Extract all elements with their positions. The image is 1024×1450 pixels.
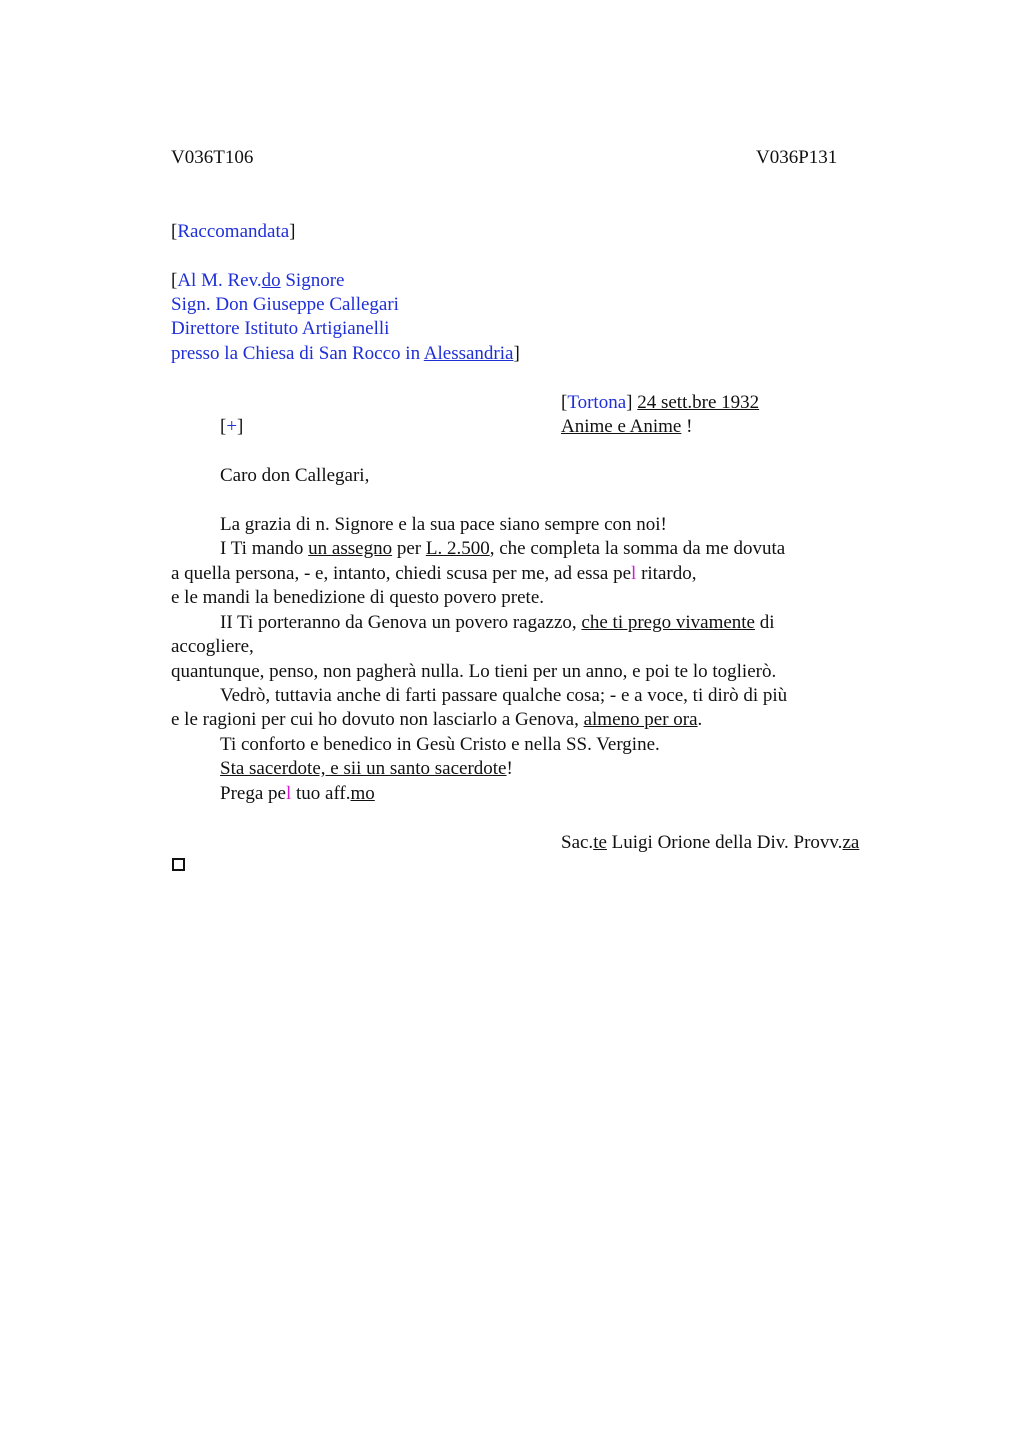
cross-mark: [+] [220,416,244,437]
body-line: I Ti mando un assegno per L. 2.500, che completa la somma da me dovuta [220,538,786,559]
place-date: [Tortona] 24 sett.bre 1932 [561,392,760,413]
empty-square-glyph [172,858,185,871]
address-line-2: Sign. Don Giuseppe Callegari [171,294,399,315]
address-line-4: presso la Chiesa di San Rocco in Alessandria] [171,343,520,364]
registered-mail-note: [Raccomandata] [171,221,296,242]
body-line: La grazia di n. Signore e la sua pace siano sempre con noi! [220,514,667,535]
body-line: e le mandi la benedizione di questo povero prete. [171,587,545,608]
address-line-1: [Al M. Rev.do Signore [171,270,345,291]
body-line: a quella persona, - e, intanto, chiedi scusa per me, ad essa pel ritardo, [171,563,697,584]
body-line: e le ragioni per cui ho dovuto non lasciarlo a Genova, almeno per ora. [171,709,703,730]
salutation: Caro don Callegari, [220,465,370,486]
archive-code-left: V036T106 [171,147,254,168]
signature: Sac.te Luigi Orione della Div. Provv.za [561,832,860,853]
body-line: Ti conforto e benedico in Gesù Cristo e nella SS. Vergine. [220,734,660,755]
address-line-3: Direttore Istituto Artigianelli [171,318,390,339]
body-line: quantunque, penso, non pagherà nulla. Lo tieni per un anno, e poi te lo toglierò. [171,661,777,682]
body-line: accogliere, [171,636,254,657]
body-line: Vedrò, tuttavia anche di farti passare qualche cosa; - e a voce, ti dirò di più [220,685,788,706]
body-line: Sta sacerdote, e sii un santo sacerdote! [220,758,513,779]
closing-line: Prega pel tuo aff.mo [220,783,375,804]
archive-code-right: V036P131 [756,147,838,168]
motto: Anime e Anime ! [561,416,693,437]
body-line: II Ti porteranno da Genova un povero ragazzo, che ti prego vivamente di [220,612,775,633]
